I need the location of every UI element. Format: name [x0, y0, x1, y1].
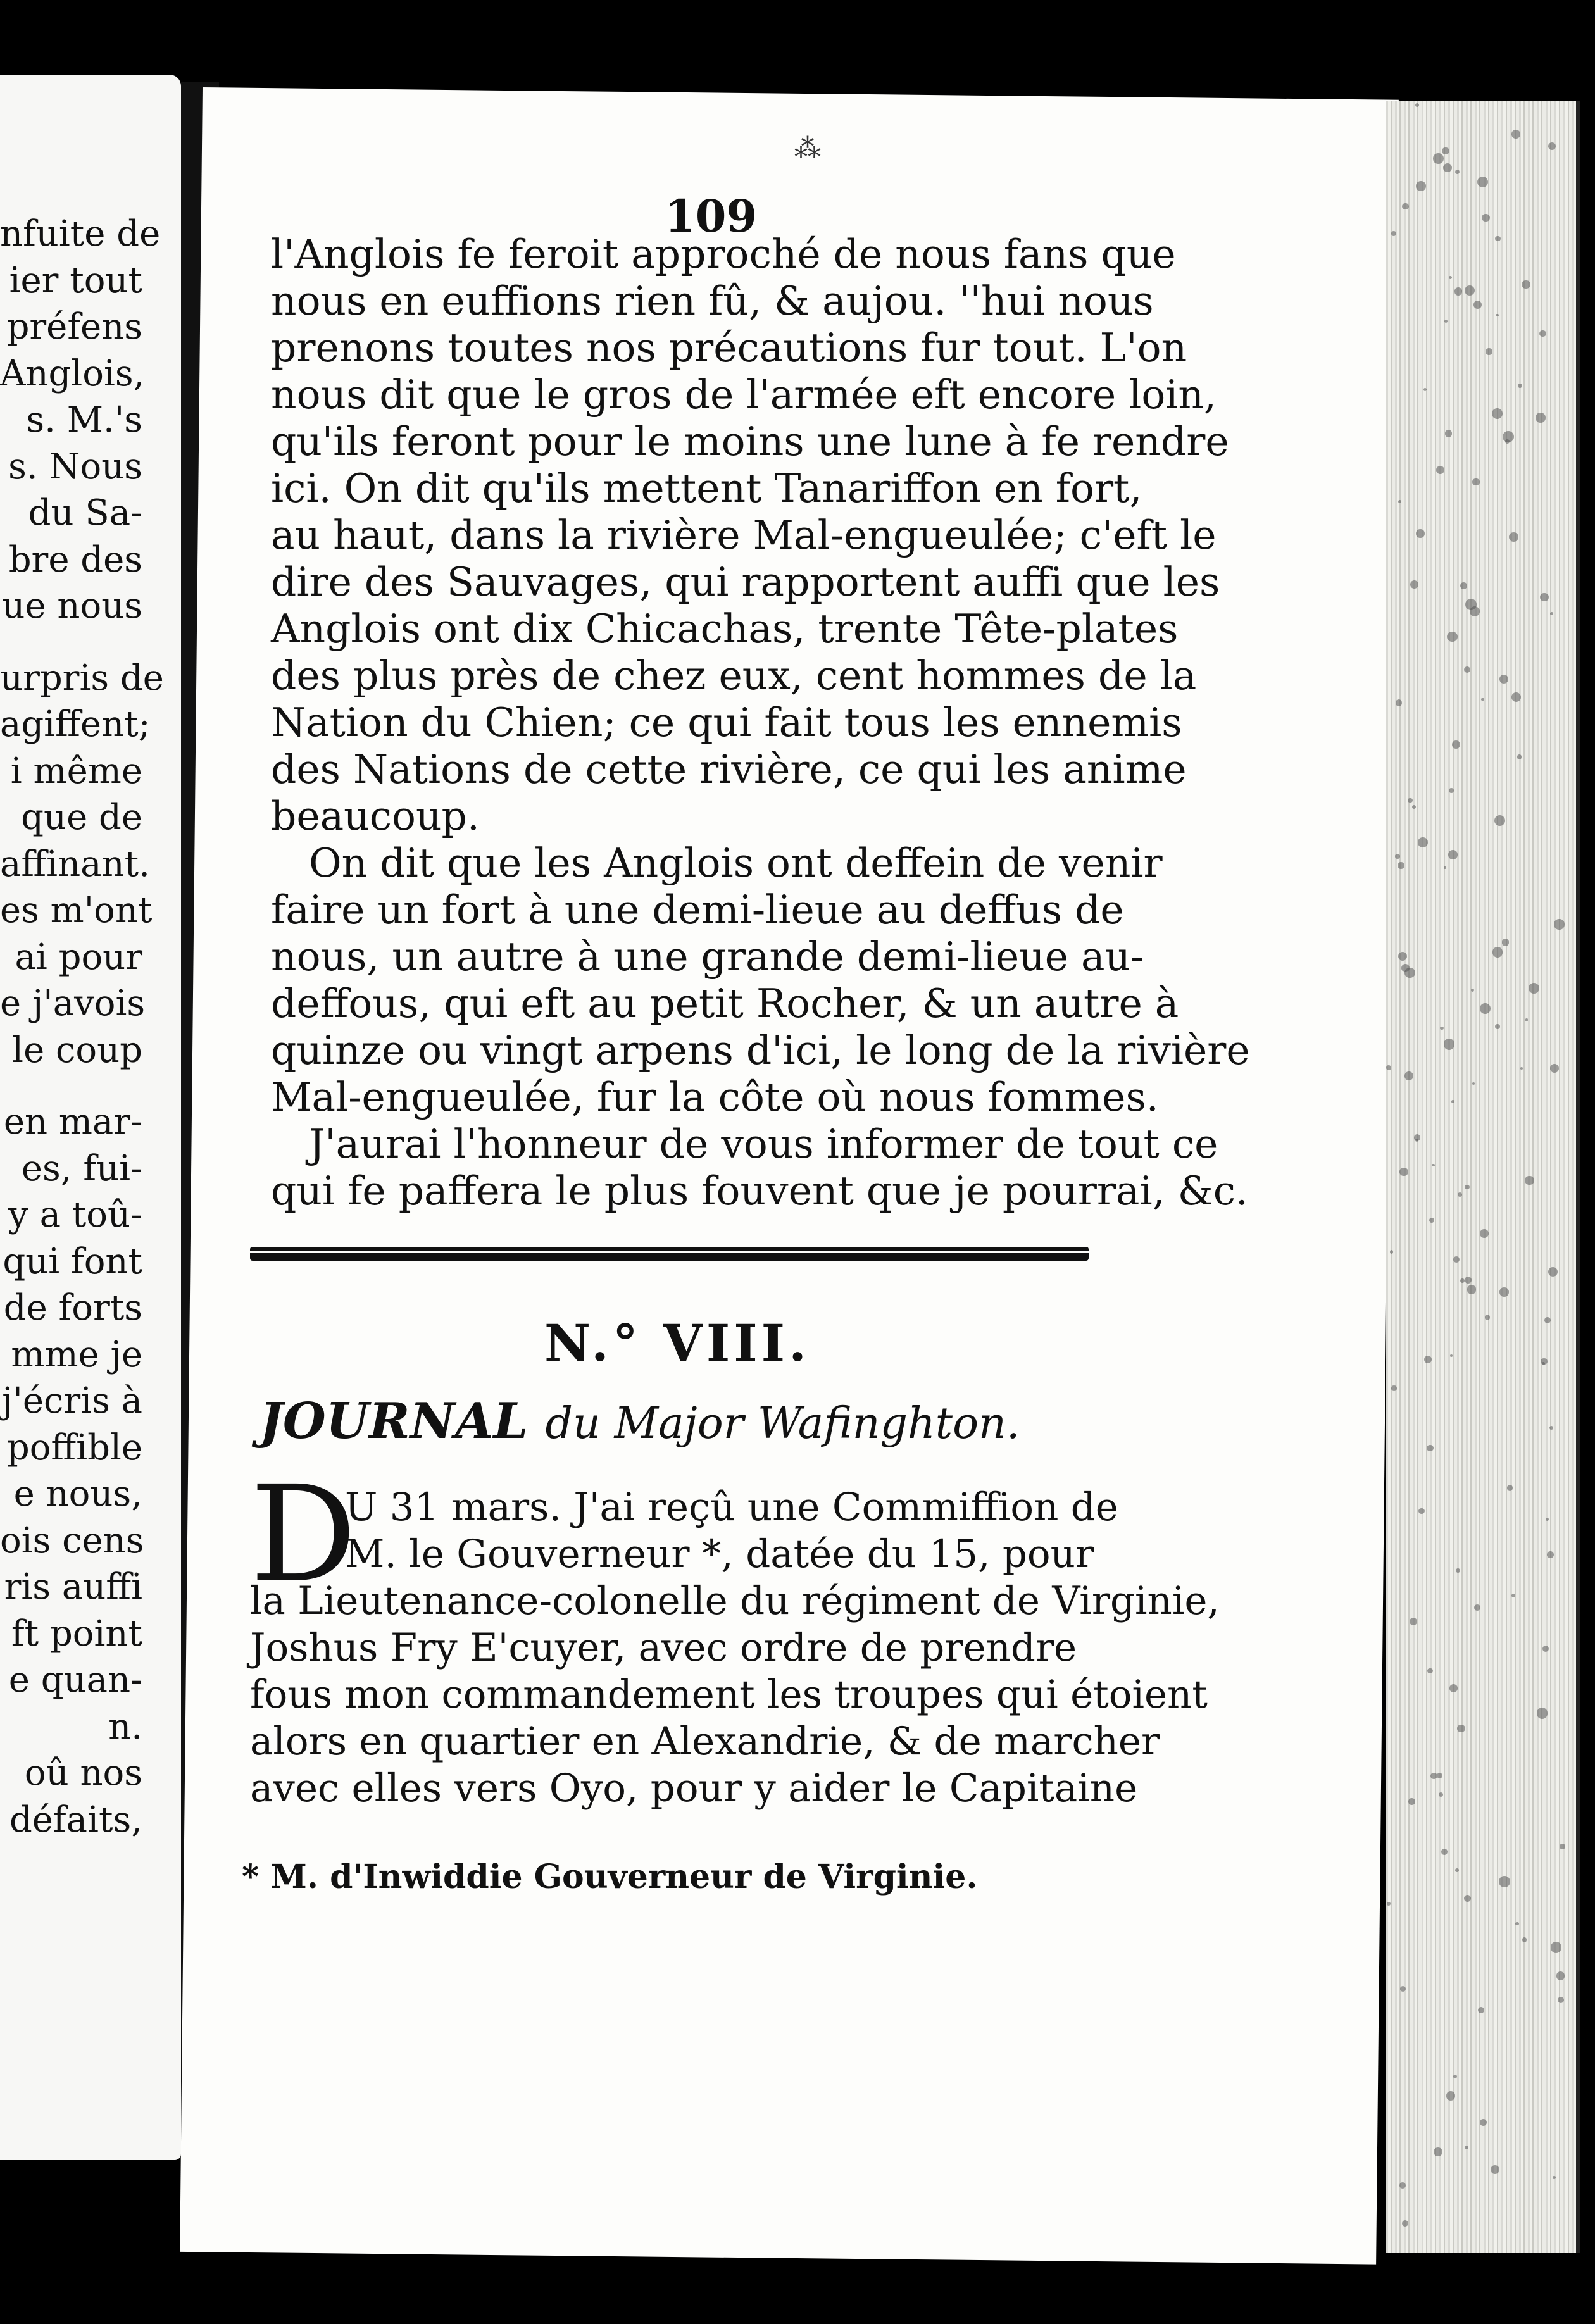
page-edge-texture [1386, 101, 1580, 2253]
edge-speck [1427, 1668, 1433, 1674]
edge-speck [1416, 181, 1426, 191]
left-page-line: en mar- [3, 1101, 142, 1142]
text-line: des plus près de chez eux, cent hommes de la [271, 653, 1197, 699]
edge-speck [1499, 1876, 1510, 1887]
text-line: On dit que les Anglois ont deffein de venir [309, 840, 1163, 886]
edge-speck [1495, 236, 1500, 241]
edge-speck [1449, 1684, 1458, 1692]
text-line: Nation du Chien; ce qui fait tous les ennemis [271, 699, 1182, 746]
edge-speck [1465, 1185, 1469, 1189]
edge-speck [1453, 2075, 1457, 2078]
edge-speck [1427, 1445, 1434, 1452]
left-page-line: ois cens [0, 1520, 144, 1561]
left-page-line: de forts [3, 1287, 142, 1328]
text-line: au haut, dans la rivière Mal-engueulée; c'eft le [271, 512, 1217, 558]
edge-speck [1511, 692, 1521, 702]
edge-speck [1418, 837, 1428, 847]
left-page-line: nfuite de [0, 213, 161, 254]
edge-speck [1520, 1067, 1523, 1070]
edge-speck [1402, 2220, 1408, 2227]
edge-speck [1398, 952, 1408, 961]
edge-speck [1511, 130, 1520, 139]
journal-title-rest: du Major Wafinghton. [545, 1399, 1020, 1449]
edge-speck [1481, 698, 1484, 701]
left-page-line: ft point [11, 1613, 142, 1654]
edge-speck [1387, 1902, 1391, 1906]
edge-speck [1465, 1277, 1472, 1284]
left-page-line: y a toû- [8, 1194, 142, 1235]
edge-speck [1460, 582, 1467, 589]
edge-speck [1458, 1192, 1463, 1197]
edge-speck [1391, 1385, 1396, 1390]
edge-speck [1451, 1100, 1454, 1103]
edge-speck [1446, 2091, 1455, 2100]
edge-speck [1556, 1971, 1565, 1980]
section-number: N.° VIII. [544, 1313, 810, 1373]
edge-speck [1494, 815, 1505, 826]
edge-speck [1440, 1027, 1443, 1030]
letter-body [271, 231, 1250, 1215]
section-divider [250, 1247, 1089, 1261]
edge-speck [1529, 983, 1539, 994]
journal-line: U 31 mars. J'ai reçû une Commiffion de [345, 1485, 1118, 1530]
edge-speck [1399, 1168, 1408, 1176]
left-page-line: i même [10, 750, 142, 792]
edge-speck [1448, 850, 1458, 859]
left-page-line: bre des [8, 539, 142, 580]
edge-speck [1486, 348, 1492, 355]
edge-speck [1396, 699, 1403, 706]
text-line: qui fe paffera le plus fouvent que je pourrai, &c. [271, 1168, 1249, 1214]
edge-speck [1410, 1618, 1417, 1625]
left-page-line: qui font [3, 1240, 142, 1282]
edge-speck [1560, 1844, 1565, 1849]
journal-title-main: JOURNAL [260, 1392, 529, 1450]
edge-speck [1547, 1551, 1554, 1558]
left-page-line: s. M.'s [26, 399, 142, 440]
left-page-line: urpris de [0, 657, 164, 699]
edge-speck [1525, 1176, 1534, 1185]
journal-body [250, 1484, 1220, 1812]
text-line: deffous, qui eft au petit Rocher, & un autre à [271, 980, 1179, 1027]
edge-speck [1416, 529, 1424, 537]
text-line: nous en euffions rien fû, & aujou. ''hui nous [271, 278, 1154, 324]
edge-speck [1492, 947, 1503, 958]
edge-speck [1553, 2176, 1556, 2179]
text-line: nous dit que le gros de l'armée eft encore loin, [271, 372, 1217, 418]
journal-line: M. le Gouverneur *, datée du 15, pour [345, 1532, 1094, 1577]
edge-speck [1472, 1082, 1475, 1085]
edge-speck [1395, 854, 1399, 858]
edge-speck [1465, 285, 1475, 296]
edge-speck [1470, 606, 1480, 616]
edge-speck [1522, 280, 1530, 289]
edge-speck [1390, 1250, 1393, 1253]
page-number: 109 [665, 190, 758, 242]
edge-speck [1482, 214, 1490, 222]
text-line: ici. On dit qu'ils mettent Tanariffon en fort, [271, 465, 1142, 511]
edge-speck [1515, 1922, 1519, 1926]
edge-speck [1478, 2007, 1484, 2013]
text-line: des Nations de cette rivière, ce qui les anime [271, 746, 1187, 792]
edge-speck [1399, 2182, 1406, 2189]
text-line: l'Anglois fe feroit approché de nous fans que [271, 231, 1176, 277]
left-page-line: le coup [12, 1029, 142, 1071]
edge-speck [1548, 142, 1556, 150]
edge-speck [1424, 1356, 1432, 1363]
edge-speck [1410, 580, 1418, 589]
left-page-line: affinant. [0, 843, 150, 885]
left-page-line [0, 630, 142, 655]
left-page-text [0, 211, 164, 1843]
edge-speck [1477, 177, 1488, 187]
edge-speck [1525, 1018, 1528, 1021]
edge-speck [1495, 1024, 1500, 1029]
journal-line: Joshus Fry E'cuyer, avec ordre de prendre [250, 1625, 1077, 1670]
edge-speck [1507, 1485, 1513, 1491]
edge-speck [1471, 989, 1475, 992]
edge-speck [1509, 532, 1518, 542]
text-line: Mal-engueulée, fur la côte où nous fommes. [271, 1074, 1159, 1120]
left-page-line: mme je [11, 1334, 142, 1375]
edge-speck [1492, 408, 1503, 419]
edge-speck [1541, 1358, 1547, 1365]
edge-speck [1485, 1315, 1491, 1320]
edge-speck [1550, 1064, 1560, 1073]
text-line: prenons toutes nos précautions fur tout. L'on [271, 325, 1187, 371]
left-page-line: que de [21, 797, 142, 838]
edge-speck [1391, 231, 1397, 237]
left-page-line: n. [108, 1706, 142, 1747]
edge-speck [1443, 163, 1452, 172]
text-line: beaucoup. [271, 793, 480, 839]
edge-speck [1445, 430, 1453, 437]
edge-speck [1398, 500, 1401, 503]
edge-speck [1464, 666, 1470, 673]
edge-speck [1386, 1065, 1391, 1070]
edge-speck [1456, 1568, 1460, 1573]
edge-speck [1444, 1039, 1454, 1049]
left-page-line: du Sa- [28, 492, 142, 534]
edge-speck [1474, 1604, 1480, 1611]
edge-speck [1408, 1798, 1415, 1805]
left-page-line [0, 1073, 142, 1099]
edge-speck [1499, 1287, 1508, 1296]
left-page-line: e j'avois [0, 983, 146, 1024]
edge-speck [1499, 675, 1508, 684]
edge-speck [1412, 805, 1416, 809]
edge-speck [1455, 170, 1460, 174]
edge-speck [1536, 413, 1546, 423]
edge-speck [1430, 1773, 1437, 1780]
journal-line: alors en quartier en Alexandrie, & de marcher [250, 1719, 1160, 1764]
edge-speck [1464, 1895, 1471, 1902]
edge-speck [1517, 754, 1522, 759]
edge-speck [1434, 2147, 1442, 2156]
left-page-line: ai pour [15, 936, 142, 978]
edge-speck [1551, 1942, 1562, 1953]
edge-speck [1441, 1849, 1448, 1855]
left-page-line: ris auffi [4, 1566, 142, 1608]
edge-speck [1429, 1218, 1434, 1223]
edge-speck [1450, 1354, 1453, 1357]
text-line: dire des Sauvages, qui rapportent auffi que les [271, 559, 1220, 605]
left-page-line: s. Nous [8, 446, 142, 487]
edge-speck [1496, 314, 1498, 316]
edge-speck [1550, 612, 1553, 615]
edge-speck [1502, 939, 1510, 946]
left-page-line: oû nos [24, 1752, 142, 1794]
edge-speck [1472, 478, 1480, 486]
edge-speck [1465, 2146, 1468, 2149]
edge-speck [1444, 320, 1448, 323]
edge-speck [1444, 866, 1446, 868]
edge-speck [1414, 1134, 1420, 1140]
left-page-line: ier tout [9, 259, 142, 301]
edge-speck [1542, 1646, 1549, 1652]
left-page-line: préfens [6, 306, 142, 347]
edge-speck [1447, 632, 1457, 642]
edge-speck [1473, 301, 1482, 309]
edge-speck [1460, 1278, 1465, 1283]
left-page-line: j'écris à [2, 1380, 142, 1421]
left-page-line: poffible [6, 1427, 142, 1468]
journal-line: fous mon commandement les troupes qui étoient [250, 1672, 1208, 1717]
edge-speck [1404, 968, 1415, 978]
edge-speck [1433, 153, 1444, 164]
edge-speck [1402, 203, 1408, 209]
drop-cap: D [250, 1457, 357, 1612]
text-line: nous, un autre à une grande demi-lieue au- [271, 934, 1144, 980]
edge-speck [1408, 798, 1412, 803]
edge-speck [1449, 276, 1452, 279]
left-facing-page [0, 75, 181, 2160]
edge-speck [1480, 1003, 1491, 1014]
journal-line: la Lieutenance-colonelle du régiment de Virginie, [250, 1578, 1220, 1623]
edge-speck [1453, 1256, 1460, 1263]
text-line: qu'ils feront pour le moins une lune à fe rendre [271, 418, 1229, 465]
edge-speck [1491, 2165, 1499, 2174]
edge-speck [1540, 593, 1548, 601]
text-line: quinze ou vingt arpens d'ici, le long de la rivière [271, 1027, 1250, 1073]
text-line: J'aurai l'honneur de vous informer de tout ce [309, 1121, 1218, 1167]
left-page-line: ue nous [2, 585, 142, 627]
left-page-line: es m'ont [0, 890, 153, 931]
edge-speck [1437, 1773, 1443, 1779]
edge-speck [1454, 287, 1463, 296]
edge-speck [1539, 330, 1546, 337]
journal-title [260, 1392, 1120, 1450]
edge-speck [1452, 740, 1460, 749]
edge-speck [1522, 1937, 1527, 1942]
edge-speck [1480, 1229, 1489, 1238]
left-page-line: e nous, [13, 1473, 142, 1515]
edge-speck [1398, 862, 1404, 869]
edge-speck [1549, 1426, 1553, 1430]
edge-speck [1554, 919, 1564, 929]
edge-speck [1436, 466, 1444, 474]
left-page-line: agiffent; [0, 704, 151, 745]
edge-speck [1537, 1708, 1548, 1719]
edge-speck [1442, 147, 1449, 154]
edge-speck [1418, 1508, 1424, 1514]
edge-speck [1457, 1725, 1465, 1732]
edge-speck [1467, 1285, 1476, 1294]
left-page-line: Anglois, [0, 353, 145, 394]
text-line: faire un fort à une demi-lieue au deffus de [271, 887, 1124, 933]
edge-speck [1449, 788, 1454, 793]
edge-speck [1518, 384, 1522, 388]
journal-line: avec elles vers Oyo, pour y aider le Capitaine [250, 1766, 1138, 1811]
edge-speck [1544, 1317, 1551, 1323]
edge-speck [1480, 2119, 1487, 2126]
edge-speck [1432, 1164, 1435, 1167]
edge-speck [1511, 1594, 1515, 1597]
header-ornament: ⁂ [794, 133, 821, 164]
left-page-line: es, fui- [21, 1147, 142, 1189]
edge-speck [1423, 388, 1427, 391]
edge-speck [1400, 1986, 1406, 1992]
edge-speck [1503, 431, 1514, 442]
left-page-line: e quan- [8, 1659, 142, 1701]
left-page-line: défaits, [9, 1799, 142, 1840]
footnote: * M. d'Inwiddie Gouverneur de Virginie. [242, 1858, 978, 1896]
text-line: Anglois ont dix Chicachas, trente Tête-plates [271, 606, 1179, 652]
edge-speck [1546, 1518, 1549, 1521]
edge-speck [1415, 103, 1419, 107]
edge-speck [1558, 1997, 1564, 2003]
edge-speck [1404, 1071, 1413, 1080]
edge-speck [1455, 1868, 1459, 1872]
edge-speck [1548, 1267, 1558, 1277]
edge-speck [1439, 1792, 1443, 1797]
